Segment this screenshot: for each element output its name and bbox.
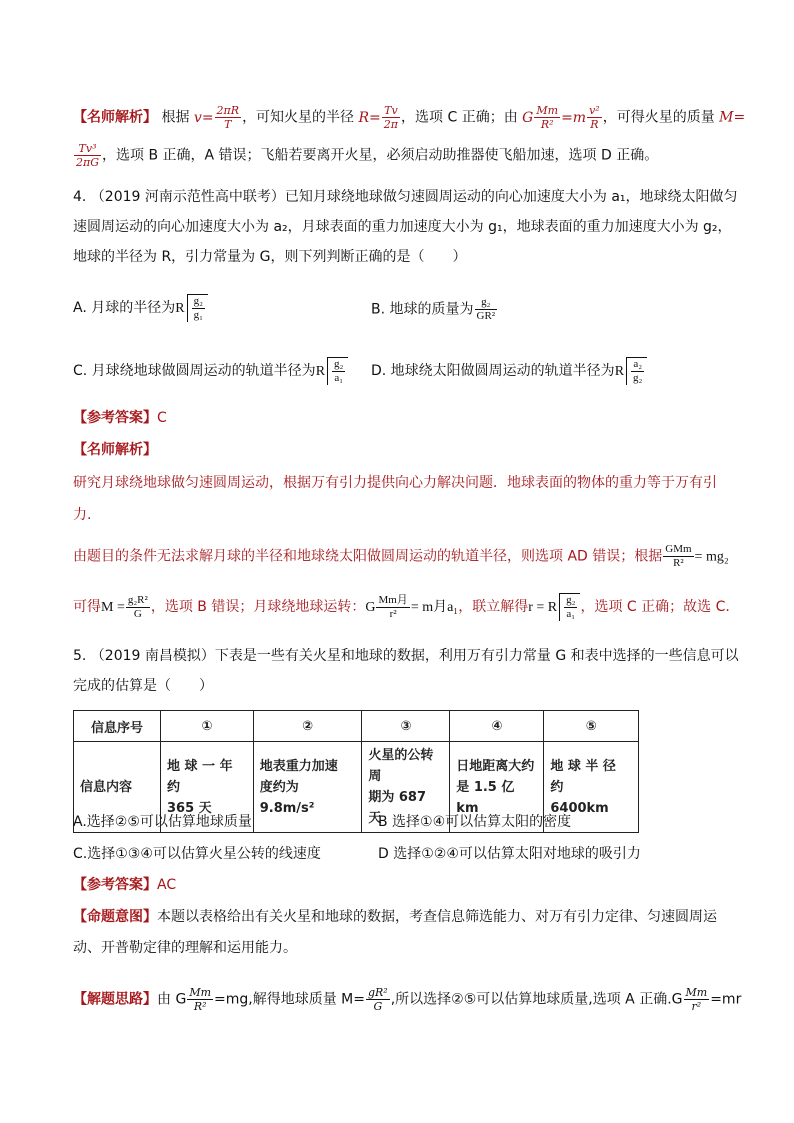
table-cell: 火星的公转周 期为 687 天 [362,742,450,833]
q4-option-c: C. 月球绕地球做圆周运动的轨道半径为R $\frac{\text{g₂}}{\text{a₁}}$ [73,357,348,385]
text: ，选项 C 正确；由 [401,109,518,126]
table-header-cell: ③ [362,711,450,742]
analysis-tag: 【名师解析】 [73,109,157,126]
table-row-label: 信息内容 [74,742,161,833]
q4-option-a: A. 月球的半径为R $\frac{\text{g₂}}{\text{g₁}}$ [73,294,208,322]
q4-analysis-line1: 研究月球绕地球做匀速圆周运动，根据万有引力提供向心力解决问题．地球表面的物体的重力等于万有引 [73,475,717,491]
q4-option-d: D. 地球绕太阳做圆周运动的轨道半径为R $\frac{\text{a₂}}{\text{g₂}}$ [371,357,647,385]
q5-intent-line1: 【命题意图】本题以表格给出有关火星和地球的数据，考查信息筛选能力、对万有引力定律、匀速圆周运 [73,909,717,925]
table-header-cell: 信息序号 [74,711,161,742]
table-header-cell: ① [161,711,254,742]
q4-option-b: B. 地球的质量为 $\frac{\text{g₂}}{\text{GR²}}$ [371,296,496,322]
formula-R: R= $\frac{Tv}{2\pi}$ [358,104,399,131]
q5-option-c: C.选择①③④可以估算火星公转的线速度 [73,846,321,862]
q5-stem-line2: 完成的估算是（ ） [73,678,213,694]
q3-analysis-line1 [73,104,745,131]
table-header-row [74,711,639,742]
table-cell: 地表重力加速 度约为 9.8m/s² [253,742,362,833]
q4-stem-line1: 4. （2019 河南示范性高中联考）已知月球绕地球做匀速圆周运动的向心加速度大小为 a₁，地球绕太阳做匀 [73,189,738,205]
text: ，可知火星的半径 [242,109,355,126]
q3-analysis-line2 [73,142,658,169]
table-cell: 日地距离大约 是 1.5 亿 km [450,742,544,833]
table-header-cell: ④ [450,711,544,742]
text: 根据 [161,109,190,126]
text: ，选项 B 正确，A 错误；飞船若要离开火星，必须启动助推器使飞船加速，选项 D 正确。 [102,147,659,164]
table-header-cell: ⑤ [544,711,639,742]
q4-analysis-line2: 力. [73,507,92,523]
table-cell: 地 球 一 年 约 365 天 [161,742,254,833]
q5-option-b: B 选择①④可以估算太阳的密度 [378,814,572,830]
formula-v: v= $\frac{2\pi R}{T}$ [193,104,240,131]
q5-answer: 【参考答案】AC [73,877,177,893]
formula-M: M= [719,109,746,126]
q5-option-d: D 选择①②④可以估算太阳对地球的吸引力 [378,846,641,862]
table-header-cell: ② [253,711,362,742]
q5-stem-line1: 5. （2019 南昌模拟）下表是一些有关火星和地球的数据，利用万有引力常量 G 和表中选择的一些信息可以 [73,648,739,664]
q4-analysis-line3: 由题目的条件无法求解月球的半径和地球绕太阳做圆周运动的轨道半径，则选项 AD 错误；根据 $\frac{\text{GMm}}{\text{R²}}$ = mg₂ [73,543,729,569]
q4-stem-line3: 地球的半径为 R，引力常量为 G，则下列判断正确的是（ ） [73,249,467,265]
formula-gravity: G $\frac{Mm}{\text{R²}}$ =m $\frac{\text{v²}}{R}$ [522,104,600,131]
table-cell: 地 球 半 径 约 6400km [544,742,639,833]
q5-solution-idea: 【解题思路】由 G $\frac{Mm}{\text{R²}}$ =mg,解得地球质量 M= $\frac{\text{gR²}}{G}$ ,所以选择②⑤可以估算地球质量,选项 A 正确.G $\frac{Mm}{\text{r²}}$ =mr [73,986,742,1013]
q4-analysis-line4: 可得M = $\frac{\text{g₂R²}}{G}$ ，选项 B 错误；月球绕地球运转：G $\frac{\text{Mm月}}{\text{r²}}$ = m月a₁，联立解得r = R $\frac{\text{g₂}}{\text{a₁}}$ ，选项 C 正确；故选 C. [73,593,730,620]
q5-option-a: A.选择②⑤可以估算地球质量 [73,814,252,830]
q4-answer: 【参考答案】C [73,410,167,426]
q4-stem-line2: 速圆周运动的向心加速度大小为 a₂，月球表面的重力加速度大小为 g₁，地球表面的重力加速度大小为 g₂， [73,219,732,235]
formula-M-frac: $\frac{\text{Tv³}}{2\pi G}$ [76,142,100,169]
text: ，可得火星的质量 [602,109,715,126]
q5-intent-line2: 动、开普勒定律的理解和运用能力。 [73,940,297,956]
q4-analysis-tag: 【名师解析】 [73,442,157,458]
